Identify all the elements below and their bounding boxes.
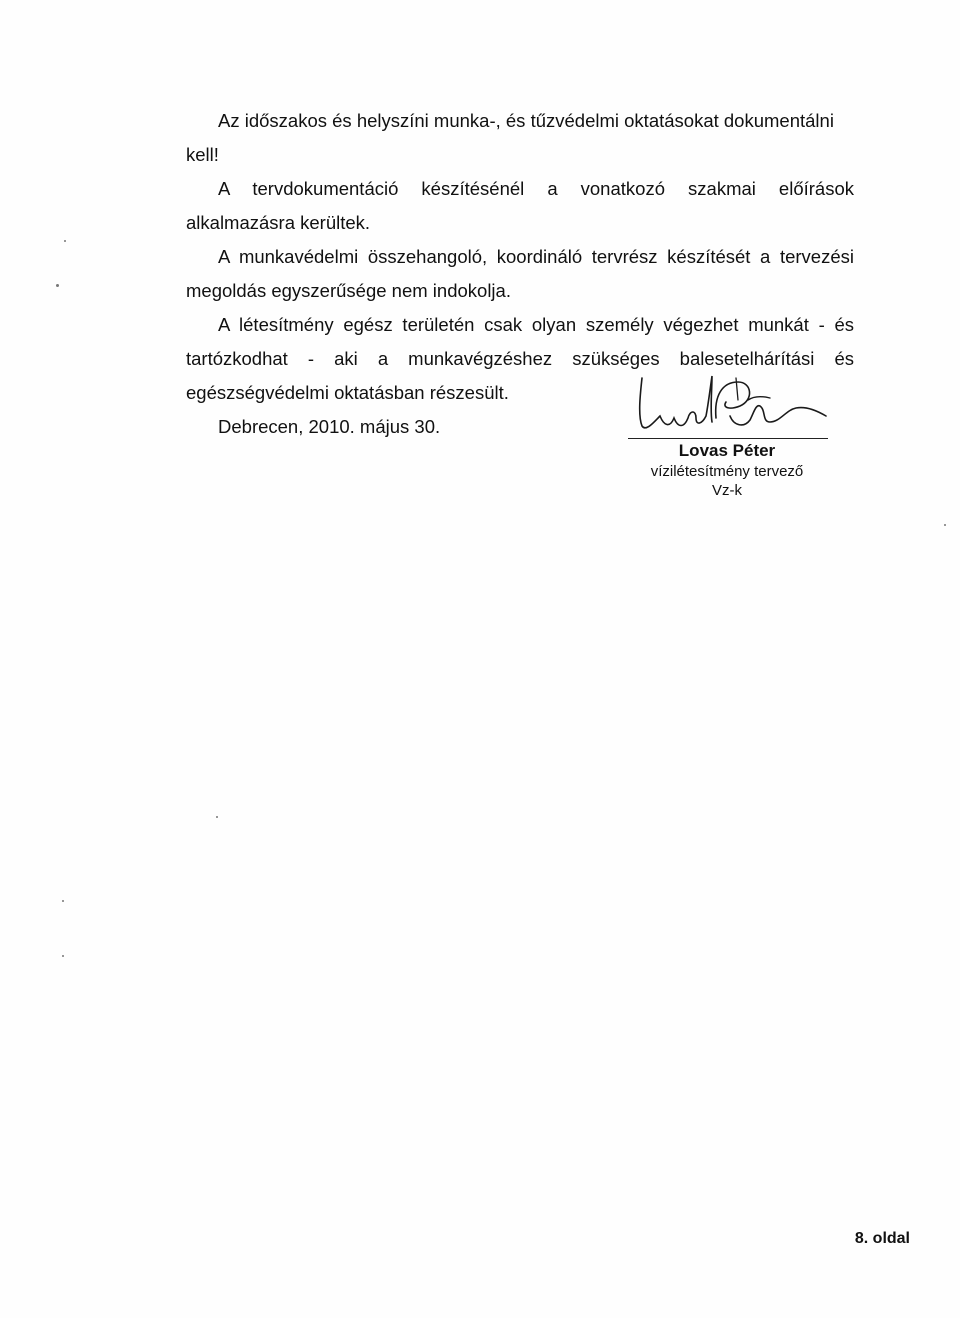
scan-speck [64, 240, 66, 242]
page-number: 8. oldal [854, 1230, 910, 1247]
paragraph-2: A tervdokumentáció készítésénél a vonatkozó szakmai előírások alkalmazásra kerültek. [186, 178, 854, 233]
scan-speck [216, 816, 218, 818]
signatory-code: Vz-k [712, 482, 742, 499]
paragraph-4: A létesítmény egész területén csak olyan személy végezhet munkát - és tartózkodhat - aki a munkavégzéshez szükséges balesetelhárítási és egészségvédelmi oktatásban részesült. [186, 314, 854, 403]
date-line: Debrecen, 2010. május 30. [218, 416, 441, 437]
handwritten-signature-icon [630, 366, 840, 441]
scan-speck [62, 955, 64, 957]
paragraph-3: A munkavédelmi összehangoló, koordináló tervrész készítését a tervezési megoldás egyszerűsége nem indokolja. [186, 246, 854, 301]
scan-speck [56, 284, 59, 287]
signature-block [612, 366, 842, 506]
signature-line [628, 438, 828, 439]
paragraph-1: Az időszakos és helyszíni munka-, és tűzvédelmi oktatásokat dokumentálni kell! [186, 110, 834, 165]
scan-speck [944, 524, 946, 526]
signatory-role: vízilétesítmény tervező [650, 463, 804, 480]
scan-speck [62, 900, 64, 902]
signatory-name: Lovas Péter [678, 441, 776, 460]
